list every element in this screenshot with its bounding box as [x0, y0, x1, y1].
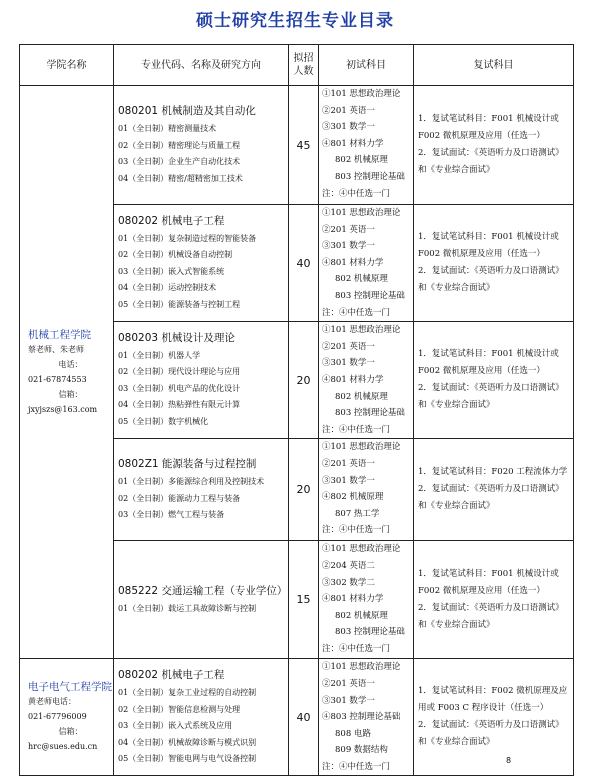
- exam-cell: [319, 205, 414, 322]
- quota-cell: 40: [289, 659, 319, 776]
- research-direction: 03（全日制）嵌入式系统及应用: [118, 721, 233, 731]
- research-direction: 03（全日制）燃气工程与装备: [118, 510, 225, 520]
- college-name: 电子电气工程学院: [28, 681, 112, 694]
- exam-subject: 802 机械原理: [335, 274, 388, 285]
- retest-cell: [414, 541, 574, 659]
- retest-cell: [414, 439, 574, 541]
- exam-subject: ③301 数学一: [322, 241, 375, 252]
- exam-subject: ②201 英语一: [322, 678, 375, 689]
- exam-note: 注：④中任选一门: [322, 188, 391, 199]
- research-direction: 04（全日制）热粘弹性有限元计算: [118, 400, 241, 410]
- retest-item: 1．复试笔试科目：F001 机械设计或 F002 微机原理及应用（任选一）: [418, 114, 559, 141]
- exam-subject: 808 电路: [335, 728, 371, 739]
- major-cell: [114, 659, 289, 776]
- page-title: 硕士研究生招生专业目录: [196, 11, 394, 31]
- research-direction: 05（全日制）能源装备与控制工程: [118, 299, 241, 309]
- research-direction: 01（全日制）复杂工业过程的自动控制: [118, 688, 257, 698]
- exam-subject: 807 热工学: [335, 508, 380, 519]
- exam-note: 注：④中任选一门: [322, 424, 391, 435]
- college-email: hrc@sues.edu.cn: [28, 742, 98, 752]
- exam-note: 注：④中任选一门: [322, 761, 391, 772]
- retest-item: 2．复试面试：《英语听力及口语测试》和《专业综合面试》: [418, 266, 564, 294]
- header-exam: 初试科目: [319, 45, 414, 86]
- retest-item: 2．复试面试：《英语听力及口语测试》和《专业综合面试》: [418, 602, 564, 630]
- research-direction: 01（全日制）载运工具故障诊断与控制: [118, 603, 257, 613]
- retest-item: 1．复试笔试科目：F020 工程流体力学: [418, 467, 568, 478]
- exam-subject: ②201 英语一: [322, 341, 375, 352]
- quota-cell: 20: [289, 439, 319, 541]
- research-direction: 01（全日制）精密测量技术: [118, 124, 217, 133]
- exam-subject: ②201 英语一: [322, 458, 375, 469]
- major-cell: [114, 322, 289, 439]
- research-direction: 03（全日制）机电产品的优化设计: [118, 383, 241, 393]
- exam-subject: 809 数据结构: [335, 745, 388, 756]
- college-teachers: 蔡老师、朱老师: [28, 344, 84, 354]
- header-major: 专业代码、名称及研究方向: [114, 45, 289, 86]
- exam-subject: ①101 思想政治理论: [322, 89, 401, 99]
- exam-subject: ③301 数学一: [322, 475, 375, 486]
- quota-cell: 45: [289, 86, 319, 205]
- research-direction: 02（全日制）机械设备自动控制: [118, 250, 233, 260]
- college-phone: 021-67874553: [28, 374, 87, 384]
- college-phone-label: 电话：: [58, 359, 83, 369]
- exam-subject: ③301 数学一: [322, 695, 375, 706]
- major-title: 080203 机械设计及理论: [118, 331, 235, 344]
- exam-subject: 802 机械原理: [335, 610, 388, 621]
- college-email: jxyjszs@163.com: [28, 404, 98, 414]
- retest-cell: [414, 659, 574, 776]
- major-cell: [114, 205, 289, 322]
- table-row: [20, 86, 574, 205]
- research-direction: 04（全日制）机械故障诊断与模式识别: [118, 737, 257, 747]
- exam-subject: ④803 控制理论基础: [322, 712, 401, 723]
- table-row: [20, 659, 574, 776]
- exam-subject: 802 机械原理: [335, 391, 388, 402]
- exam-cell: [319, 541, 414, 659]
- retest-item: 2．复试面试：《英语听力及口语测试》和《专业综合面试》: [418, 484, 564, 512]
- research-direction: 05（全日制）数字机械化: [118, 416, 209, 426]
- retest-cell: [414, 322, 574, 439]
- research-direction: 03（全日制）嵌入式智能系统: [118, 266, 225, 276]
- retest-item: 2．复试面试：《英语听力及口语测试》和《专业综合面试》: [418, 720, 564, 748]
- exam-subject: 803 控制理论基础: [335, 627, 405, 638]
- exam-cell: [319, 439, 414, 541]
- research-direction: 02（全日制）能源动力工程与装备: [118, 493, 241, 503]
- research-direction: 04（全日制）精密/超精密加工技术: [118, 173, 243, 183]
- college-teachers: 黄老师电话：: [28, 697, 76, 707]
- research-direction: 02（全日制）智能信息检测与处理: [118, 704, 241, 714]
- exam-cell: [319, 659, 414, 776]
- exam-subject: ①101 思想政治理论: [322, 442, 401, 453]
- exam-subject: ④802 机械原理: [322, 492, 384, 503]
- exam-subject: ②201 英语一: [322, 105, 375, 116]
- college-email-label: 信箱：: [58, 389, 83, 399]
- exam-cell: [319, 86, 414, 205]
- exam-subject: ②204 英语二: [322, 560, 375, 571]
- college-name: 机械工程学院: [28, 328, 91, 341]
- catalog-table: [19, 44, 574, 776]
- exam-subject: ③301 数学一: [322, 358, 375, 369]
- quota-cell: 40: [289, 205, 319, 322]
- header-college: 学院名称: [20, 45, 114, 86]
- exam-subject: ①101 思想政治理论: [322, 544, 401, 555]
- major-title: 080202 机械电子工程: [118, 669, 225, 682]
- research-direction: 01（全日制）复杂制造过程的智能装备: [118, 233, 257, 243]
- major-cell: [114, 439, 289, 541]
- header-retest: 复试科目: [414, 45, 574, 86]
- retest-item: 1．复试笔试科目：F002 微机原理及应用或 F003 C 程序设计（任选一）: [418, 686, 568, 714]
- exam-subject: 803 控制理论基础: [335, 408, 405, 419]
- quota-cell: 20: [289, 322, 319, 439]
- exam-subject: 803 控制理论基础: [335, 290, 405, 301]
- quota-cell: 15: [289, 541, 319, 659]
- exam-note: 注：④中任选一门: [322, 643, 391, 654]
- exam-note: 注：④中任选一门: [322, 307, 391, 318]
- exam-subject: 802 机械原理: [335, 155, 388, 166]
- retest-item: 1．复试笔试科目：F001 机械设计或 F002 微机原理及应用（任选一）: [418, 232, 559, 260]
- retest-item: 1．复试笔试科目：F001 机械设计或 F002 微机原理及应用（任选一）: [418, 568, 559, 596]
- exam-subject: ④801 材料力学: [322, 138, 384, 149]
- college-phone: 021-67796009: [28, 712, 87, 722]
- header-row: [20, 45, 574, 86]
- retest-item: 2．复试面试：《英语听力及口语测试》和《专业综合面试》: [418, 383, 564, 411]
- major-title: 085222 交通运输工程（专业学位）: [118, 584, 288, 597]
- exam-subject: ③302 数学二: [322, 577, 375, 588]
- college-cell-mechanical: [20, 86, 114, 659]
- research-direction: 04（全日制）运动控制技术: [118, 283, 217, 293]
- exam-cell: [319, 322, 414, 439]
- exam-subject: ④801 材料力学: [322, 374, 384, 385]
- research-direction: 03（全日制）企业生产自动化技术: [118, 157, 241, 166]
- major-title: 0802Z1 能源装备与过程控制: [118, 458, 257, 471]
- exam-subject: ①101 思想政治理论: [322, 325, 401, 336]
- college-email-label: 信箱：: [58, 727, 83, 737]
- research-direction: 02（全日制）精密理论与质量工程: [118, 140, 241, 150]
- exam-subject: ③301 数学一: [322, 122, 375, 133]
- college-cell-electrical: [20, 659, 114, 776]
- research-direction: 05（全日制）智能电网与电气设备控制: [118, 754, 257, 764]
- major-title: 080201 机械制造及其自动化: [118, 105, 256, 117]
- retest-item: 1．复试笔试科目：F001 机械设计或 F002 微机原理及应用（任选一）: [418, 349, 559, 377]
- exam-subject: ①101 思想政治理论: [322, 662, 401, 673]
- exam-subject: ①101 思想政治理论: [322, 208, 401, 218]
- exam-subject: 803 控制理论基础: [335, 171, 405, 182]
- page-number: 8: [506, 756, 512, 765]
- exam-subject: ②201 英语一: [322, 224, 375, 235]
- exam-note: 注：④中任选一门: [322, 525, 391, 536]
- research-direction: 01（全日制）多能源综合利用及控制技术: [118, 477, 265, 487]
- exam-subject: ④801 材料力学: [322, 257, 384, 268]
- major-cell: [114, 541, 289, 659]
- header-quota: 拟招人数: [289, 45, 319, 86]
- retest-item: 2．复试面试：《英语听力及口语测试》和《专业综合面试》: [418, 148, 564, 175]
- research-direction: 01（全日制）机器人学: [118, 350, 201, 360]
- retest-cell: [414, 86, 574, 205]
- major-cell: [114, 86, 289, 205]
- research-direction: 02（全日制）现代设计理论与应用: [118, 367, 241, 377]
- major-title: 080202 机械电子工程: [118, 214, 225, 227]
- exam-subject: ④801 材料力学: [322, 594, 384, 605]
- retest-cell: [414, 205, 574, 322]
